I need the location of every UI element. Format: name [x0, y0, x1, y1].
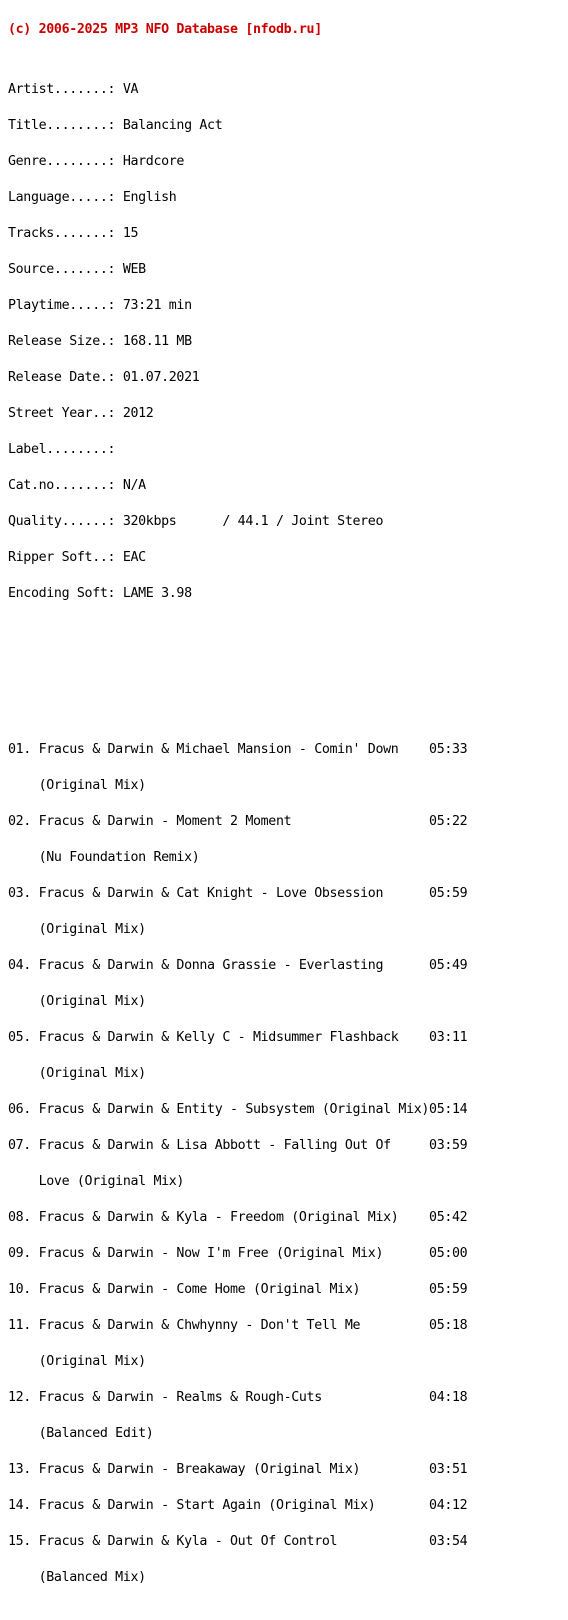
track-line: 13. Fracus & Darwin - Breakaway (Original Mix) 03:51 — [8, 1462, 468, 1477]
credit-header: (c) 2006-2025 MP3 NFO Database [nfodb.ru] — [8, 22, 322, 37]
track-line: (Original Mix) — [8, 922, 146, 937]
track-line: 01. Fracus & Darwin & Michael Mansion - Comin' Down 05:33 — [8, 742, 468, 757]
track-line: 14. Fracus & Darwin - Start Again (Original Mix) 04:12 — [8, 1498, 468, 1513]
info-row: Artist.......: VA — [8, 82, 139, 97]
info-row: Cat.no.......: N/A — [8, 478, 146, 493]
blank-line — [8, 684, 467, 696]
track-line: 03. Fracus & Darwin & Cat Knight - Love Obsession 05:59 — [8, 886, 468, 901]
info-row: Language.....: English — [8, 190, 177, 205]
track-line: 10. Fracus & Darwin - Come Home (Original Mix) 05:59 — [8, 1282, 468, 1297]
info-row: Release Size.: 168.11 MB — [8, 334, 192, 349]
info-row: Quality......: 320kbps / 44.1 / Joint Stereo — [8, 514, 384, 529]
track-line: 06. Fracus & Darwin & Entity - Subsystem (Original Mix)05:14 — [8, 1102, 468, 1117]
track-line: 04. Fracus & Darwin & Donna Grassie - Everlasting 05:49 — [8, 958, 468, 973]
track-line: 02. Fracus & Darwin - Moment 2 Moment 05:22 — [8, 814, 468, 829]
info-row: Tracks.......: 15 — [8, 226, 139, 241]
track-line: 08. Fracus & Darwin & Kyla - Freedom (Original Mix) 05:42 — [8, 1210, 468, 1225]
track-line: (Nu Foundation Remix) — [8, 850, 200, 865]
track-line: 05. Fracus & Darwin & Kelly C - Midsummer Flashback 03:11 — [8, 1030, 468, 1045]
track-line: Love (Original Mix) — [8, 1174, 185, 1189]
info-row: Genre........: Hardcore — [8, 154, 185, 169]
tracklist — [8, 720, 467, 1608]
track-line: (Original Mix) — [8, 994, 146, 1009]
info-row: Source.......: WEB — [8, 262, 146, 277]
info-row: Title........: Balancing Act — [8, 118, 223, 133]
release-info-block — [8, 60, 467, 624]
info-row: Street Year..: 2012 — [8, 406, 154, 421]
info-row: Encoding Soft: LAME 3.98 — [8, 586, 192, 601]
track-line: (Original Mix) — [8, 778, 146, 793]
info-row: Playtime.....: 73:21 min — [8, 298, 192, 313]
track-line: (Original Mix) — [8, 1354, 146, 1369]
track-line: (Balanced Mix) — [8, 1570, 146, 1585]
nfo-document — [8, 0, 467, 1620]
info-row: Label........: — [8, 442, 116, 457]
track-line: 09. Fracus & Darwin - Now I'm Free (Original Mix) 05:00 — [8, 1246, 468, 1261]
track-line: 07. Fracus & Darwin & Lisa Abbott - Falling Out Of 03:59 — [8, 1138, 468, 1153]
track-line: (Balanced Edit) — [8, 1426, 154, 1441]
info-row: Release Date.: 01.07.2021 — [8, 370, 200, 385]
track-line: 11. Fracus & Darwin & Chwhynny - Don't Tell Me 05:18 — [8, 1318, 468, 1333]
track-line: 15. Fracus & Darwin & Kyla - Out Of Control 03:54 — [8, 1534, 468, 1549]
info-row: Ripper Soft..: EAC — [8, 550, 146, 565]
blank-line — [8, 648, 467, 660]
track-line: (Original Mix) — [8, 1066, 146, 1081]
track-line: 12. Fracus & Darwin - Realms & Rough-Cuts 04:18 — [8, 1390, 468, 1405]
